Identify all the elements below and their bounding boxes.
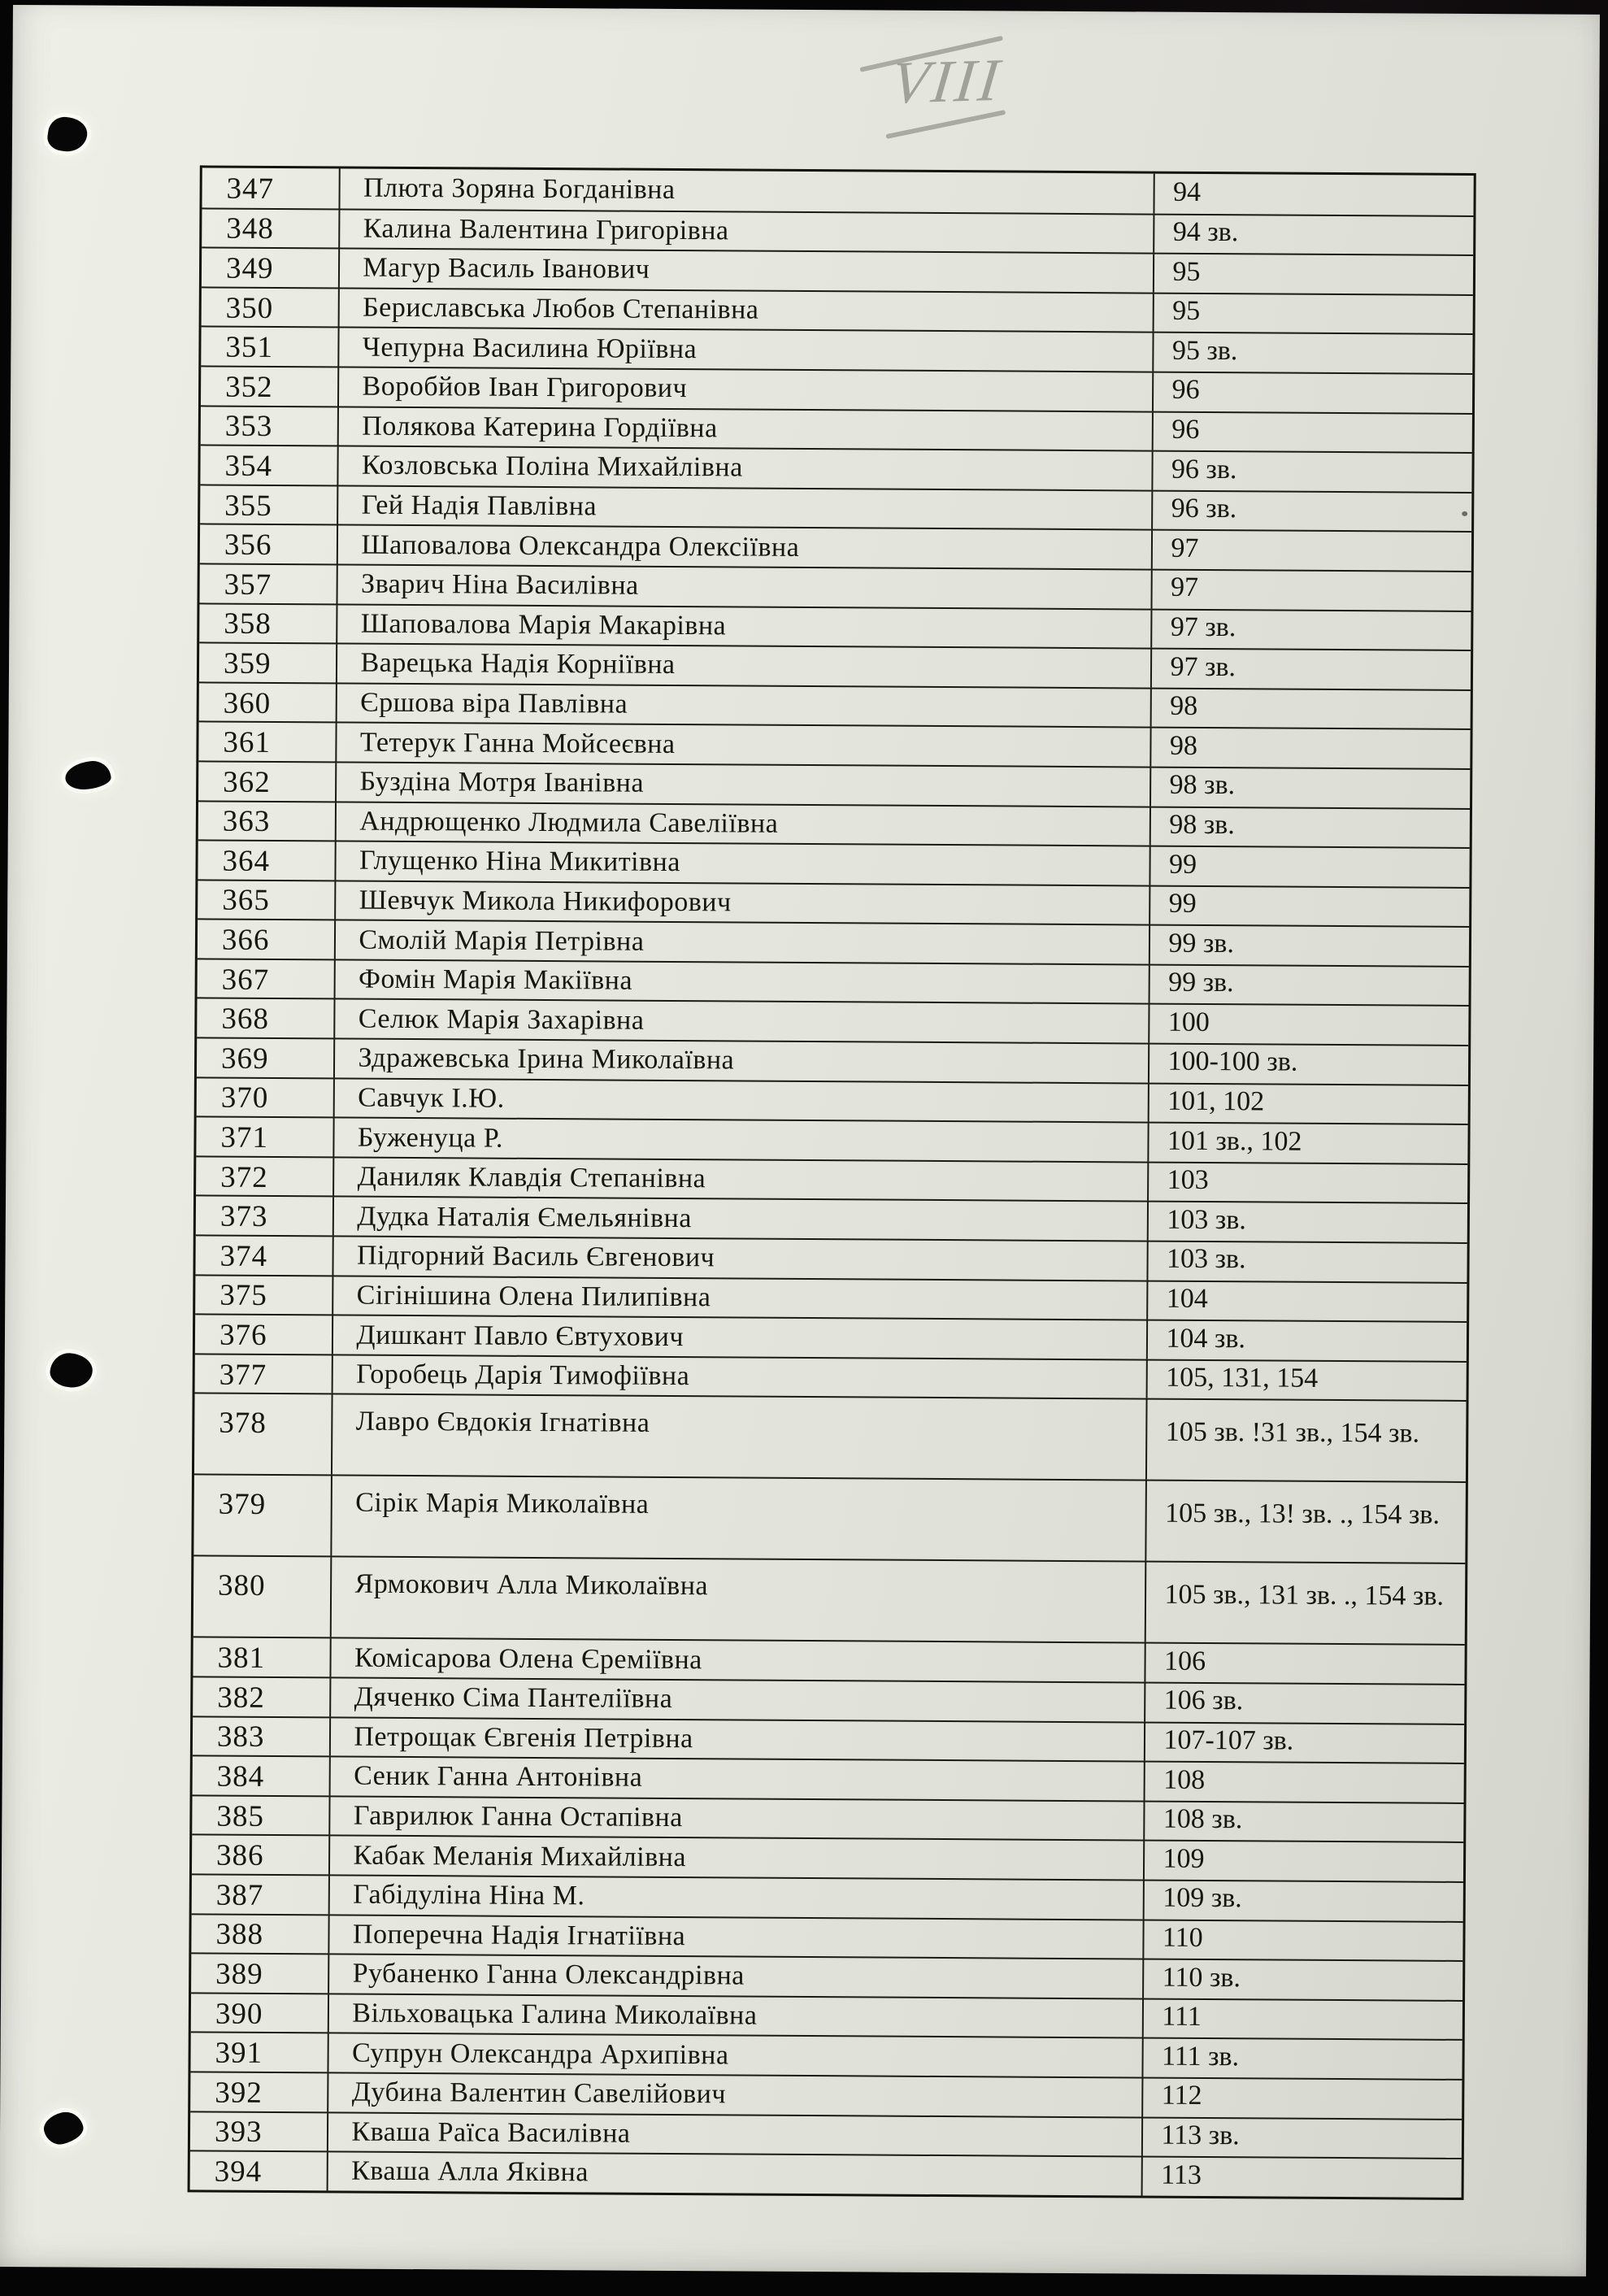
row-number-cell: 357 [224,567,272,602]
page-reference-cell: 110 [1143,1920,1463,1960]
handwritten-page-number [833,14,1040,154]
row-number-cell: 349 [225,251,274,285]
table-row [198,958,1469,1005]
page-reference-cell: 105 зв., 13! зв. ., 154 зв. [1145,1481,1466,1563]
page-reference-cell: 96 [1152,412,1472,452]
row-number-cell: 374 [219,1239,268,1273]
person-name-cell: Комісарова Олена Єреміївна [330,1639,1145,1682]
person-name-cell: Зварич Ніна Василівна [337,565,1151,608]
person-name-cell: Буздіна Мотря Іванівна [335,763,1150,806]
handwritten-mark-text: VIII [888,46,1006,117]
row-number-cell: 392 [215,2076,263,2110]
page-reference-cell: 101 зв., 102 [1148,1124,1468,1163]
person-name-cell: Сігінішина Олена Пилипівна [332,1276,1147,1320]
table-row [202,286,1473,333]
person-name-cell: Селюк Марія Захарівна [334,1000,1149,1043]
page-reference-cell: 109 [1143,1842,1463,1881]
row-number-cell: 353 [224,409,273,444]
row-number-cell: 369 [220,1041,269,1076]
person-name-cell: Смолій Марія Петрівна [334,921,1149,964]
person-name-cell: Андрющенко Людмила Савеліївна [335,802,1150,846]
person-name-cell: Глущенко Ніна Микитівна [335,842,1150,885]
page-reference-cell: 97 зв. [1150,650,1471,689]
page-reference-cell: 98 [1150,689,1471,728]
row-number-cell: 373 [219,1199,268,1234]
table-row [191,1953,1462,2000]
page-reference-cell: 96 зв. [1152,491,1472,531]
page-reference-cell: 103 зв. [1147,1242,1467,1282]
person-name-cell: Шевчук Микола Никифорович [335,881,1150,924]
page-reference-cell: 101, 102 [1148,1084,1468,1124]
page-reference-cell: 104 зв. [1146,1321,1467,1361]
page-reference-cell: 103 [1147,1163,1467,1202]
table-row [193,1676,1464,1723]
table-row [201,326,1472,373]
table-row [193,1474,1466,1563]
person-name-cell: Сеник Ганна Антонівна [329,1758,1144,1801]
table-row [201,405,1472,452]
row-number-cell: 347 [226,172,275,206]
row-number-cell: 375 [219,1279,267,1313]
page-reference-cell: 103 зв. [1147,1202,1467,1242]
page-reference-cell: 97 [1151,531,1471,571]
page-reference-cell: 110 зв. [1143,1960,1463,2000]
table-row [202,207,1473,254]
person-name-cell: Кваша Раїса Василівна [327,2113,1141,2156]
table-row [200,445,1471,492]
person-name-cell: Савчук І.Ю. [333,1079,1148,1122]
person-name-cell: Тетерук Ганна Мойсеєвна [336,724,1150,767]
page-reference-cell: 96 зв. [1152,452,1472,492]
person-name-cell: Сірік Марія Миколаївна [331,1476,1146,1561]
row-number-cell: 380 [218,1568,266,1603]
table-row [202,167,1473,215]
person-name-cell: Кваша Алла Яківна [327,2153,1141,2196]
table-row [191,1992,1462,2039]
table-row [201,365,1472,412]
table-row [200,484,1471,531]
page-reference-cell: 108 зв. [1144,1802,1464,1842]
table-row [190,2032,1462,2079]
page-reference-cell: 100-100 зв. [1148,1045,1468,1085]
person-name-cell: Вільховацька Галина Миколаївна [328,1994,1142,2037]
page-reference-cell: 95 [1153,294,1473,333]
person-name-cell: Воробйов Іван Григорович [337,367,1152,411]
punch-hole [64,759,112,791]
table-row [202,247,1473,294]
row-number-cell: 382 [217,1681,265,1715]
table-row [191,1913,1462,1960]
table-row [198,760,1470,807]
page-reference-cell: 100 [1149,1005,1469,1045]
person-name-cell: Горобець Дарія Тимофіївна [332,1355,1146,1398]
page-reference-cell: 98 зв. [1150,768,1470,807]
row-number-cell: 370 [220,1081,269,1115]
person-name-cell: Підгорний Василь Євгенович [332,1237,1147,1280]
table-row [190,2071,1462,2118]
person-name-cell: Чепурна Василина Юріївна [338,328,1153,372]
row-number-cell: 348 [226,211,274,246]
person-name-cell: Бериславська Любов Степанівна [338,289,1153,332]
page-reference-cell: 105 зв. !31 зв., 154 зв. [1145,1400,1466,1481]
table-row [193,1637,1464,1684]
table-row [194,1393,1467,1482]
page-reference-cell: 99 зв. [1149,965,1469,1005]
page-reference-cell: 105, 131, 154 [1146,1360,1467,1400]
person-name-cell: Єршова віра Павлівна [336,684,1150,727]
row-number-cell: 367 [221,963,270,997]
page-reference-cell: 106 зв. [1145,1684,1465,1724]
person-name-cell: Фомін Марія Макіївна [334,960,1149,1003]
page-reference-cell: 112 [1142,2078,1462,2118]
page-reference-cell: 113 зв. [1141,2118,1462,2158]
person-name-cell: Буженуца Р. [333,1119,1148,1162]
page-reference-cell: 99 [1150,847,1470,887]
person-name-cell: Поперечна Надія Ігнатіївна [328,1916,1143,1959]
person-name-cell: Лавро Євдокія Ігнатівна [331,1395,1146,1480]
table-row [192,1794,1463,1842]
page-reference-cell: 95 [1153,254,1473,294]
table-row [196,1195,1467,1242]
person-name-cell: Шаповалова Марія Макарівна [337,605,1151,648]
row-number-cell: 376 [219,1318,267,1352]
page-reference-cell: 95 зв. [1153,333,1473,373]
row-number-cell: 384 [216,1759,265,1794]
page-reference-cell: 99 зв. [1149,926,1469,966]
page-reference-cell: 107-107 зв. [1144,1723,1464,1763]
table-row [200,524,1471,571]
page-reference-cell: 111 зв. [1142,2039,1462,2079]
row-number-cell: 356 [224,528,272,563]
person-name-cell: Калина Валентина Григорівна [339,210,1154,253]
person-name-cell: Варецька Надія Корніївна [336,645,1150,688]
table-row [198,800,1470,847]
table-row [192,1873,1463,1920]
table-row [193,1755,1464,1802]
row-number-cell: 352 [225,370,273,404]
row-number-cell: 361 [223,725,272,760]
table-row [190,2111,1462,2158]
row-number-cell: 390 [215,1997,263,2031]
person-name-cell: Ярмокович Алла Миколаївна [330,1558,1145,1642]
register-table [188,165,1476,2199]
row-number-cell: 379 [218,1487,267,1522]
row-number-cell: 372 [220,1160,268,1194]
page-reference-cell: 99 [1150,886,1470,926]
table-row [198,879,1469,926]
page-reference-cell: 98 [1150,728,1471,768]
row-number-cell: 364 [222,844,271,878]
person-name-cell: Дяченко Сіма Пантеліївна [330,1678,1145,1721]
table-row [198,840,1469,887]
page-reference-cell: 94 [1154,174,1474,215]
person-name-cell: Даниляк Клавдія Степанівна [332,1158,1147,1201]
row-number-cell: 387 [215,1878,264,1912]
person-name-cell: Супрун Олександра Архипівна [328,2034,1142,2077]
table-row [195,1314,1467,1361]
table-row [199,681,1471,728]
table-row [195,1274,1467,1321]
table-row [196,1116,1467,1163]
page-reference-cell: 108 [1144,1763,1464,1802]
table-row [199,602,1471,650]
table-row [195,1234,1467,1281]
table-row [192,1834,1463,1881]
table-row [196,1155,1467,1202]
page-reference-cell: 94 зв. [1154,215,1474,254]
person-name-cell: Плюта Зоряна Богданівна [339,168,1154,213]
table-row [197,1076,1468,1124]
table-row [197,998,1468,1045]
row-number-cell: 377 [219,1358,267,1392]
person-name-cell: Здражевська Ірина Миколаївна [333,1039,1148,1082]
page-reference-cell: 111 [1142,1999,1462,2039]
row-number-cell: 355 [224,489,272,523]
person-name-cell: Петрощак Євгенія Петрівна [329,1718,1144,1761]
person-name-cell: Шаповалова Олександра Олексіївна [337,526,1151,569]
row-number-cell: 368 [221,1002,270,1037]
table-row [198,721,1470,768]
row-number-cell: 360 [223,686,272,720]
table-row [193,1715,1464,1763]
row-number-cell: 354 [224,449,273,483]
page-reference-cell: 104 [1147,1281,1467,1321]
table-row [190,2150,1462,2198]
row-number-cell: 381 [217,1641,266,1676]
person-name-cell: Полякова Катерина Гордіївна [337,407,1152,450]
row-number-cell: 394 [214,2155,263,2189]
row-number-cell: 388 [215,1917,264,1952]
row-number-cell: 393 [214,2115,263,2150]
row-number-cell: 391 [215,2036,263,2071]
page-reference-cell: 97 зв. [1151,610,1471,650]
table-row [198,919,1469,966]
table-row [199,642,1471,689]
row-number-cell: 365 [222,884,270,918]
row-number-cell: 378 [219,1406,267,1441]
page-reference-cell: 97 [1151,571,1471,611]
row-number-cell: 350 [225,291,274,325]
person-name-cell: Рубаненко Ганна Олександрівна [328,1955,1143,1998]
person-name-cell: Габідуліна Ніна М. [328,1876,1143,1919]
row-number-cell: 366 [221,923,270,958]
row-number-cell: 389 [215,1957,263,1991]
person-name-cell: Гей Надія Павлівна [337,486,1152,529]
page-reference-cell: 109 зв. [1143,1881,1463,1921]
punch-hole [41,2108,86,2147]
person-name-cell: Гаврилюк Ганна Остапівна [329,1797,1144,1840]
table-row [193,1555,1466,1645]
row-number-cell: 383 [216,1720,265,1755]
person-name-cell: Козловська Поліна Михайлівна [337,447,1152,490]
page-reference-cell: 105 зв., 131 зв. ., 154 зв. [1145,1563,1465,1644]
scanned-page [0,5,1600,2276]
punch-hole [46,115,89,154]
page-reference-cell: 113 [1141,2158,1462,2198]
row-number-cell: 362 [223,765,271,799]
row-number-cell: 363 [222,804,271,839]
table-row [195,1353,1467,1400]
row-number-cell: 358 [224,607,272,641]
page-reference-cell: 106 [1145,1644,1465,1684]
punch-hole [49,1352,93,1389]
page-reference-cell: 98 зв. [1150,807,1470,847]
person-name-cell: Кабак Меланія Михайлівна [328,1837,1143,1880]
row-number-cell: 371 [220,1120,269,1155]
table-row [197,1037,1468,1084]
person-name-cell: Дудка Наталія Ємельянівна [332,1198,1147,1241]
table-row [200,563,1471,610]
row-number-cell: 385 [216,1799,265,1833]
page-reference-cell: 96 [1152,373,1472,413]
person-name-cell: Магур Василь Іванович [338,250,1153,293]
row-number-cell: 359 [223,646,272,681]
row-number-cell: 386 [215,1838,264,1873]
row-number-cell: 351 [225,330,274,365]
person-name-cell: Дубина Валентин Савелійович [328,2073,1142,2116]
person-name-cell: Дишкант Павло Євтухович [332,1316,1146,1359]
